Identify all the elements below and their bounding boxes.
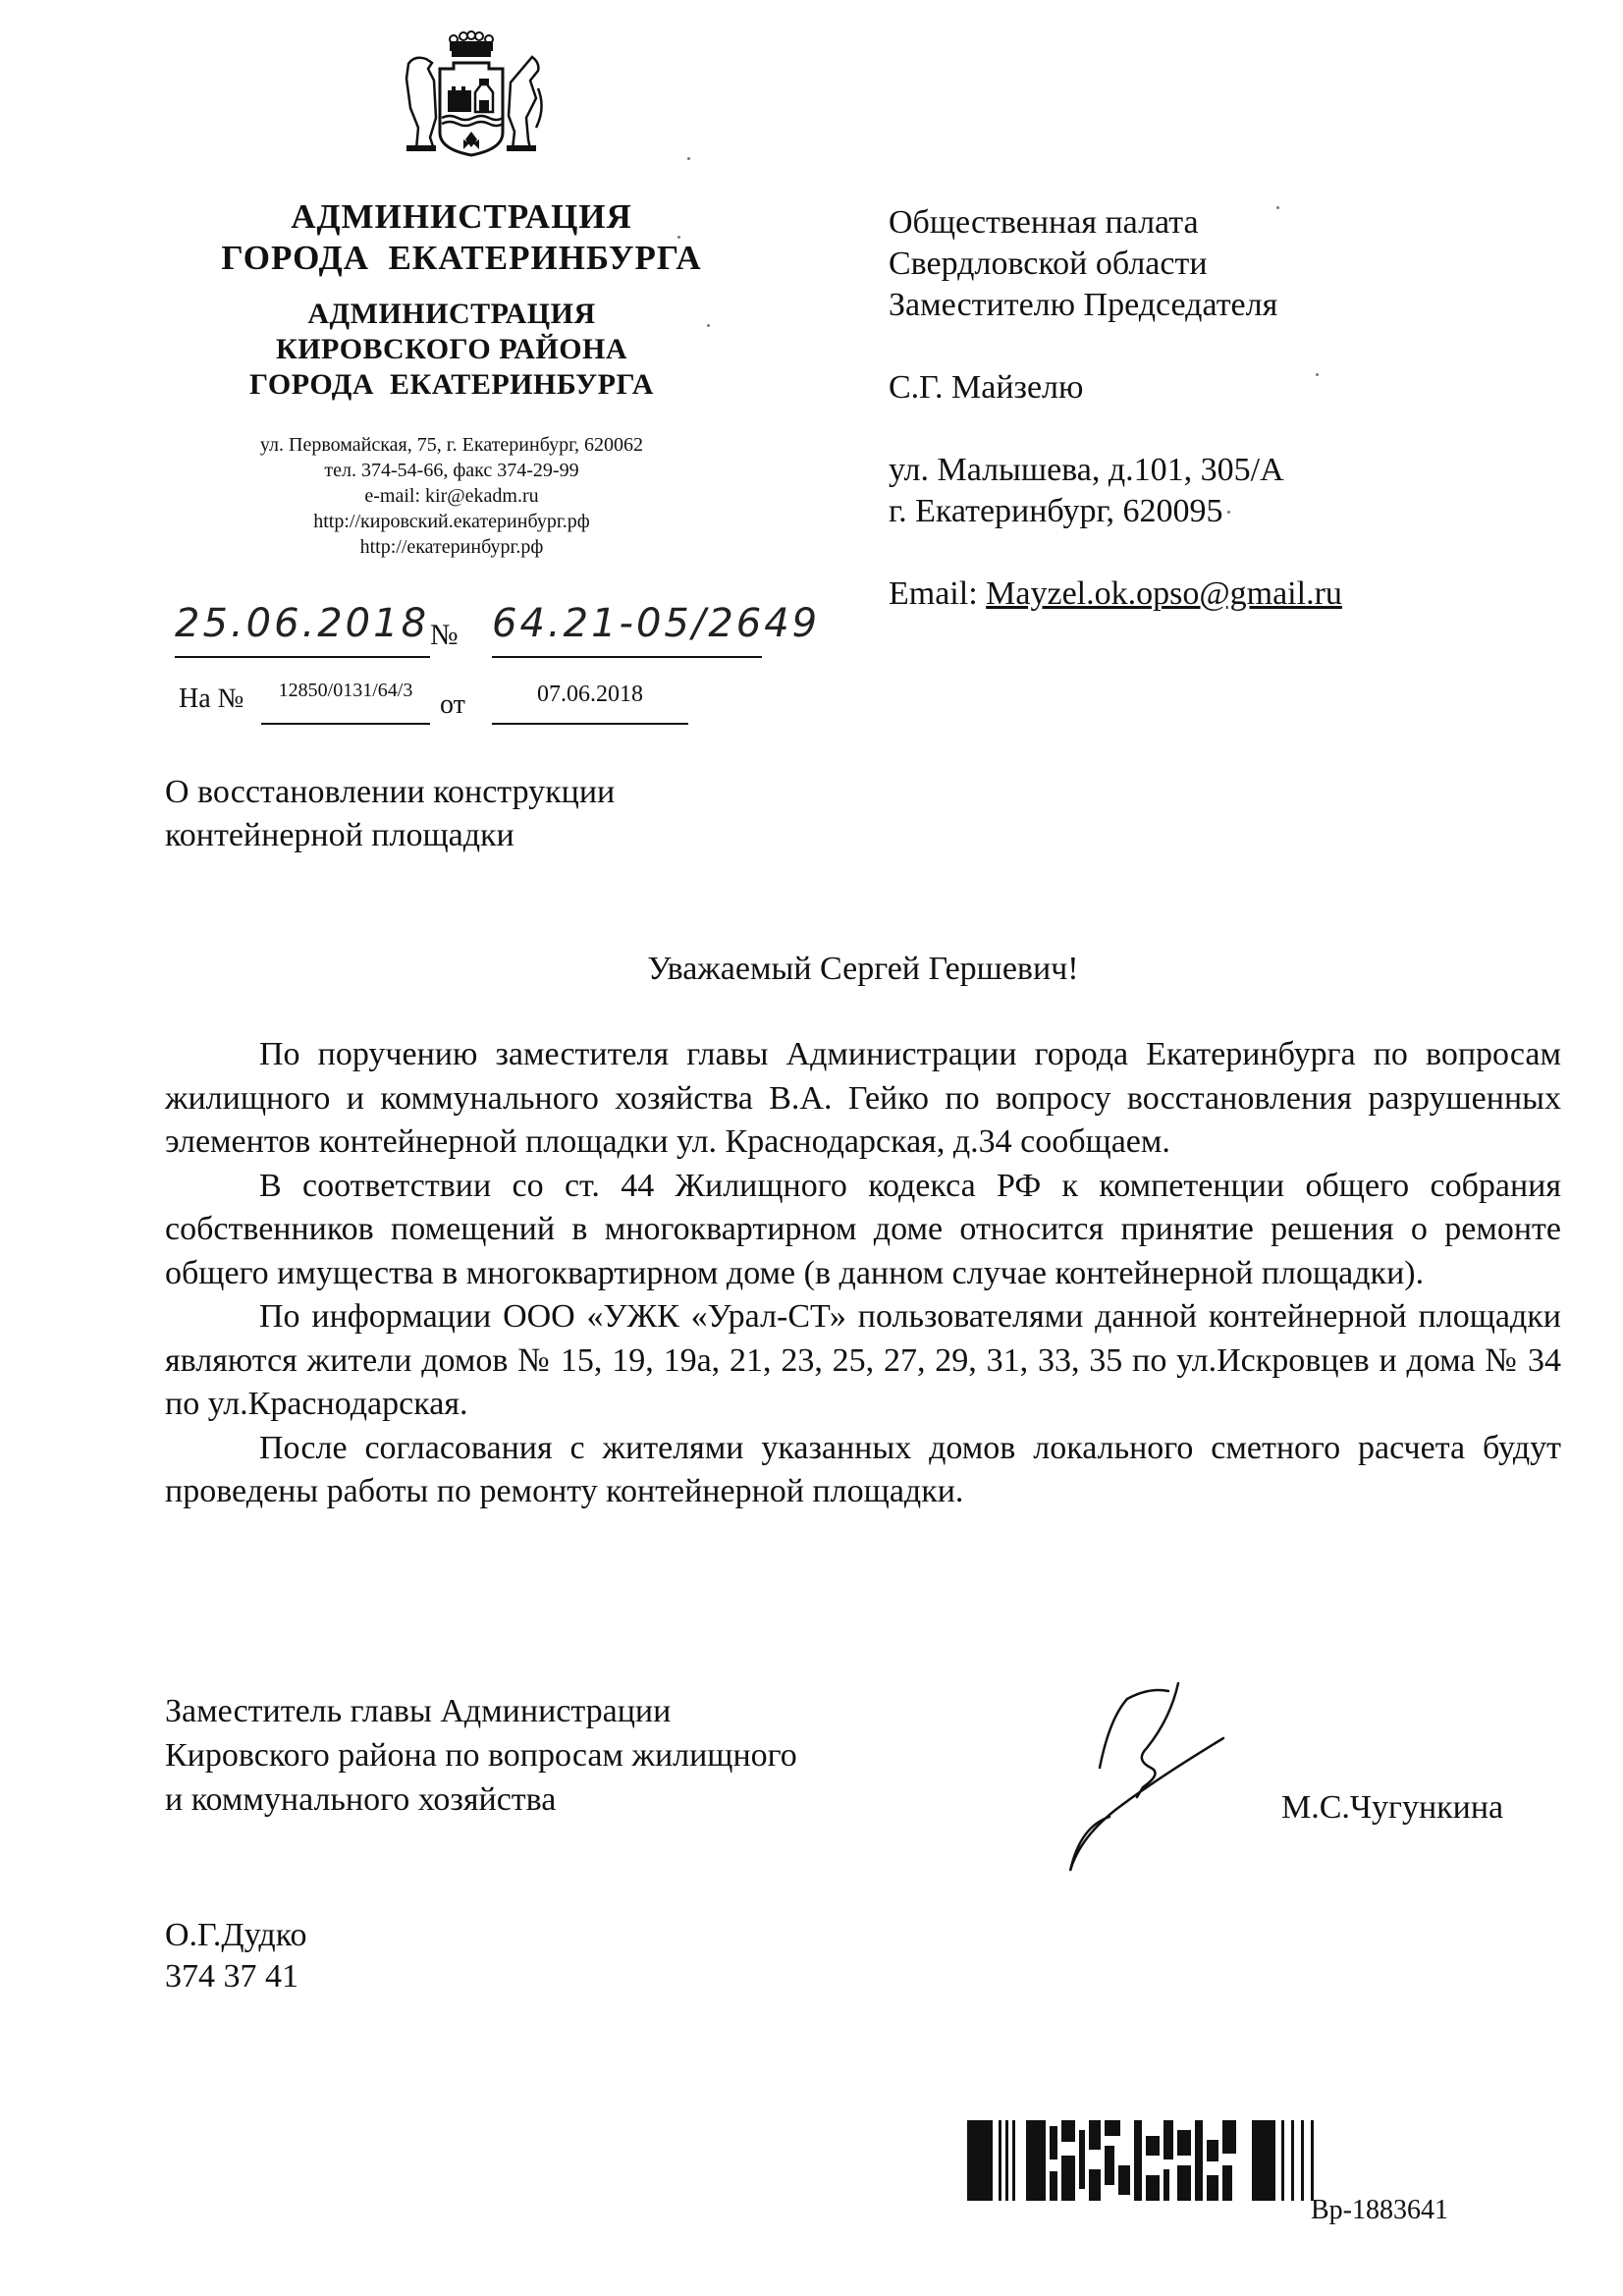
registration-row — [165, 601, 821, 660]
scan-speck — [1227, 511, 1230, 514]
scan-speck — [687, 157, 690, 160]
recipient-name: С.Г. Майзелю — [889, 369, 1084, 406]
dept-line-1: АДМИНИСТРАЦИЯ — [307, 298, 596, 330]
recipient-org-line-1: Общественная палата — [889, 204, 1199, 241]
recipient-email-line — [889, 574, 1342, 615]
sender-email: e-mail: kir@ekadm.ru — [364, 485, 539, 507]
outgoing-number: 64.21-05/2649 — [492, 601, 762, 658]
dept-line-2: КИРОВСКОГО РАЙОНА — [275, 333, 628, 365]
letter-subject — [165, 771, 615, 857]
number-sign: № — [430, 619, 459, 651]
recipient-street: ул. Малышева, д.101, 305/А — [889, 452, 1284, 488]
executor-block — [165, 1915, 307, 1997]
signatory-name: М.С.Чугункина — [1281, 1789, 1504, 1826]
scan-speck — [677, 236, 680, 239]
letterhead-contacts — [177, 432, 727, 560]
body-paragraph: По поручению заместителя главы Администрации города Екатеринбурга по вопросам жилищного и коммунального хозяйства В.А. Гейко по вопросу восстановления разрушенных элементов контейнерной площадки ул. Краснодарская, д.34 сообщаем. — [165, 1036, 1561, 1160]
scan-speck — [707, 324, 710, 327]
handwritten-signature-icon — [1041, 1679, 1296, 1876]
executor-phone: 374 37 41 — [165, 1958, 298, 1995]
recipient-position: Заместителю Председателя — [889, 287, 1278, 323]
recipient-city: г. Екатеринбург, 620095 — [889, 493, 1223, 529]
signatory-title — [165, 1689, 797, 1822]
recipient-email-link[interactable]: Mayzel.ok.opso@gmail.ru — [986, 575, 1342, 612]
letter-body — [165, 1033, 1561, 1514]
sender-address: ул. Первомайская, 75, г. Екатеринбург, 620062 — [259, 434, 644, 456]
reply-date: 07.06.2018 — [492, 678, 688, 725]
org-line-1: АДМИНИСТРАЦИЯ — [291, 197, 632, 236]
sender-website-2: http://екатеринбург.рф — [359, 536, 544, 558]
barcode-label: Вр-1883641 — [1311, 2195, 1448, 2225]
greeting: Уважаемый Сергей Гершевич! — [647, 951, 1079, 987]
sender-phone: тел. 374-54-66, факс 374-29-99 — [324, 460, 579, 481]
signatory-title-line-1: Заместитель главы Администрации — [165, 1693, 672, 1729]
reply-number: 12850/0131/64/3 — [261, 678, 430, 725]
reply-from-label: от — [440, 689, 465, 720]
subject-line-2: контейнерной площадки — [165, 817, 514, 853]
barcode-icon — [957, 2116, 1350, 2205]
department-name — [177, 297, 727, 403]
body-paragraph: После согласования с жителями указанных домов локального сметного расчета будут проведены работы по ремонту контейнерной площадки. — [165, 1429, 1561, 1509]
dept-line-3: ГОРОДА ЕКАТЕРИНБУРГА — [249, 368, 654, 401]
signatory-title-line-2: Кировского района по вопросам жилищного — [165, 1737, 797, 1774]
signatory-title-line-3: и коммунального хозяйства — [165, 1781, 557, 1818]
scan-speck — [1316, 373, 1319, 376]
recipient-email-label: Email: — [889, 575, 978, 612]
body-paragraph: В соответствии со ст. 44 Жилищного кодекса РФ к компетенции общего собрания собственников помещений в многоквартирном доме относится принятие решения о ремонте общего имущества в многоквартирном доме (в данном случае контейнерной площадки). — [165, 1167, 1561, 1291]
executor-name: О.Г.Дудко — [165, 1917, 307, 1953]
outgoing-date: 25.06.2018 — [175, 601, 430, 658]
reply-label: На № — [179, 683, 244, 714]
recipient-org-line-2: Свердловской области — [889, 246, 1208, 282]
organization-name — [177, 196, 746, 279]
sender-website-1: http://кировский.екатеринбург.рф — [313, 511, 590, 532]
org-line-2: ГОРОДА ЕКАТЕРИНБУРГА — [221, 239, 702, 277]
scan-speck — [1276, 206, 1279, 209]
coat-of-arms-icon — [393, 29, 550, 167]
reference-row — [165, 678, 774, 727]
subject-line-1: О восстановлении конструкции — [165, 774, 616, 810]
body-paragraph: По информации ООО «УЖК «Урал-СТ» пользователями данной контейнерной площадки являются жители домов № 15, 19, 19а, 21, 23, 25, 27, 29, 31, 33, 35 по ул.Искровцев и дома № 34 по ул.Краснодарская. — [165, 1298, 1561, 1422]
recipient-block — [889, 202, 1342, 615]
